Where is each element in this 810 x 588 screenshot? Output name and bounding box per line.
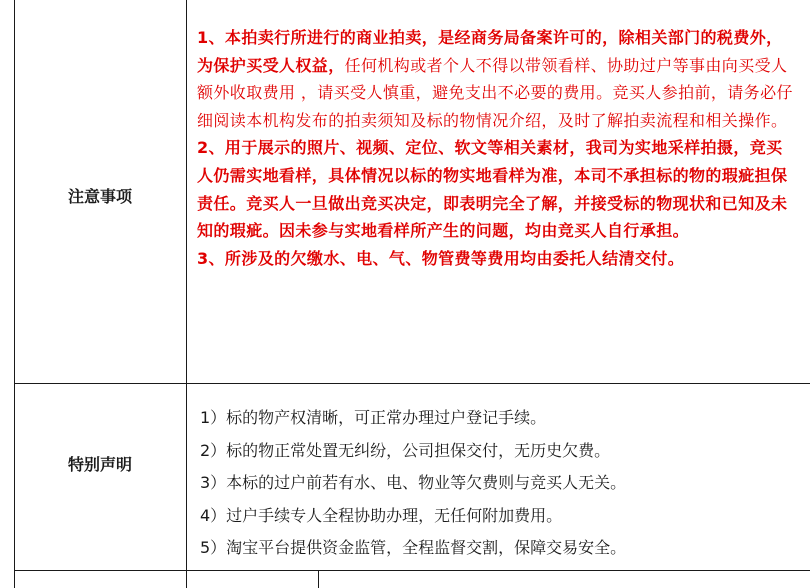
- row-label-declaration: 特别声明: [67, 455, 132, 474]
- column-divider: [186, 0, 187, 588]
- row-divider: [14, 383, 810, 384]
- notice-paragraph: 2、用于展示的照片、视频、定位、软文等相关素材，我司为实地采样拍摄，竞买人仍需实地看样，具体情况以标的物实地看样为准，本司不承担标的物的瑕疵担保责任。竞买人一旦做出竞买决定，即表明完全了解，并接受标的物现状和已知及未知的瑕疵。因未参与实地看样所产生的问题，均由竞买人自行承担。: [197, 138, 788, 241]
- notice-paragraph: 3、所涉及的欠缴水、电、气、物管费等费用均由委托人结清交付。: [197, 248, 685, 268]
- notice-content: [197, 24, 797, 272]
- list-item: 1）标的物产权清晰，可正常办理过户登记手续。: [200, 408, 547, 427]
- list-item: 5）淘宝平台提供资金监管，全程监督交割，保障交易安全。: [200, 538, 627, 557]
- next-row-divider: [318, 570, 319, 588]
- notice-paragraph: [197, 24, 797, 134]
- notice-text: 任何机构或者个人不得以带领看样、协助过户等事由向买受人额外收取费用 ，请买受人慎重，避免支出不必要的费用。竞买人参拍前，请务必仔细阅读本机构发布的拍卖须知及标的物情况介绍，及时了解拍卖流程和相关操作。: [197, 55, 793, 130]
- list-item: 4）过户手续专人全程协助办理，无任何附加费用。: [200, 505, 563, 525]
- notice-text: 1、本拍卖行所进行的商业拍卖，是经商务局备案许可的，除相关部门的税费外，为保护买受人权益，: [197, 28, 783, 75]
- table-border-left: [14, 0, 15, 588]
- declaration-list: [200, 402, 800, 565]
- list-item: 3）本标的过户前若有水、电、物业等欠费则与竞买人无关。: [200, 473, 627, 492]
- row-divider: [14, 570, 810, 571]
- row-label-notice: 注意事项: [67, 187, 132, 206]
- list-item: 2）标的物正常处置无纠纷，公司担保交付，无历史欠费。: [200, 440, 611, 460]
